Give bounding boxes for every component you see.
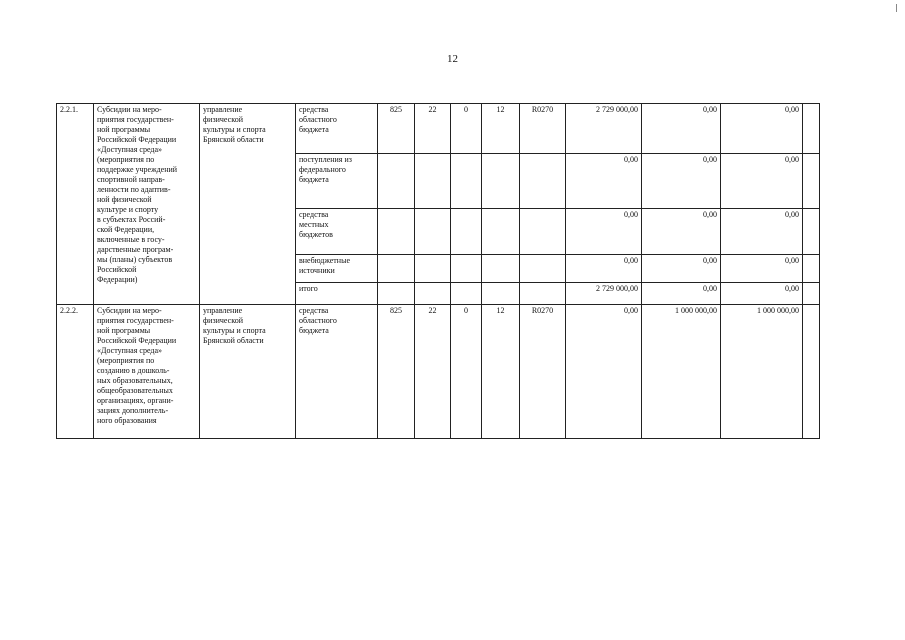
empty-cell [803, 305, 820, 439]
empty-cell [803, 255, 820, 283]
section-code [415, 255, 451, 283]
empty-cell [803, 154, 820, 209]
section-code [415, 154, 451, 209]
program-code [451, 283, 482, 305]
grbs-code: 825 [378, 305, 415, 439]
amount-year-2: 0,00 [642, 104, 721, 154]
amount-year-2: 0,00 [642, 209, 721, 255]
executor: управление физической культуры и спорта Брянской области [200, 104, 296, 305]
target-article-code [520, 255, 566, 283]
amount-year-1: 0,00 [566, 209, 642, 255]
program-table [56, 103, 820, 439]
funding-source: средства областного бюджета [296, 305, 378, 439]
expense-type-code [482, 255, 520, 283]
amount-year-3: 0,00 [721, 283, 803, 305]
amount-year-2: 0,00 [642, 154, 721, 209]
amount-year-1: 0,00 [566, 154, 642, 209]
program-code [451, 209, 482, 255]
page-number: 12 [447, 53, 458, 65]
funding-source: поступления из федерального бюджета [296, 154, 378, 209]
target-article-code [520, 283, 566, 305]
amount-year-2: 0,00 [642, 255, 721, 283]
grbs-code [378, 209, 415, 255]
expense-type-code [482, 209, 520, 255]
expense-type-code: 12 [482, 104, 520, 154]
scan-mark [896, 4, 897, 12]
funding-source: средства областного бюджета [296, 104, 378, 154]
grbs-code [378, 283, 415, 305]
amount-year-1: 2 729 000,00 [566, 104, 642, 154]
section-code: 22 [415, 104, 451, 154]
expense-type-code [482, 154, 520, 209]
amount-year-3: 0,00 [721, 255, 803, 283]
row-number: 2.2.1. [57, 104, 94, 305]
target-article-code: R0270 [520, 305, 566, 439]
funding-source: средства местных бюджетов [296, 209, 378, 255]
amount-year-2: 0,00 [642, 283, 721, 305]
target-article-code [520, 154, 566, 209]
expense-type-code [482, 283, 520, 305]
measure-name: Субсидии на меро- приятия государствен- ной программы Российской Федерации «Доступная среда» (мероприятия по созданию в дошколь- ных образовательных, общеобразовательных организациях, органи- зациях дополнитель- ного образования [94, 305, 200, 439]
section-code: 22 [415, 305, 451, 439]
table-row [57, 305, 820, 439]
amount-year-2: 1 000 000,00 [642, 305, 721, 439]
expense-type-code: 12 [482, 305, 520, 439]
empty-cell [803, 104, 820, 154]
amount-year-1: 2 729 000,00 [566, 283, 642, 305]
grbs-code [378, 255, 415, 283]
grbs-code: 825 [378, 104, 415, 154]
program-code [451, 154, 482, 209]
measure-name: Субсидии на меро- приятия государствен- ной программы Российской Федерации «Доступная среда» (мероприятия по поддержке учреждений спортивной направ- ленности по адаптив- ной физической культуре и спорту в субъектах Россий- ской Федерации, включенные в госу- дарственные програм- мы (планы) субъектов Российской Федерации) [94, 104, 200, 305]
section-code [415, 283, 451, 305]
funding-source: итого [296, 283, 378, 305]
executor: управление физической культуры и спорта Брянской области [200, 305, 296, 439]
amount-year-1: 0,00 [566, 255, 642, 283]
grbs-code [378, 154, 415, 209]
amount-year-3: 0,00 [721, 209, 803, 255]
empty-cell [803, 209, 820, 255]
section-code [415, 209, 451, 255]
amount-year-3: 0,00 [721, 154, 803, 209]
target-article-code [520, 209, 566, 255]
table-row [57, 104, 820, 154]
amount-year-3: 1 000 000,00 [721, 305, 803, 439]
program-code: 0 [451, 104, 482, 154]
amount-year-1: 0,00 [566, 305, 642, 439]
funding-source: внебюджетные источники [296, 255, 378, 283]
row-number: 2.2.2. [57, 305, 94, 439]
program-code [451, 255, 482, 283]
empty-cell [803, 283, 820, 305]
program-code: 0 [451, 305, 482, 439]
amount-year-3: 0,00 [721, 104, 803, 154]
target-article-code: R0270 [520, 104, 566, 154]
